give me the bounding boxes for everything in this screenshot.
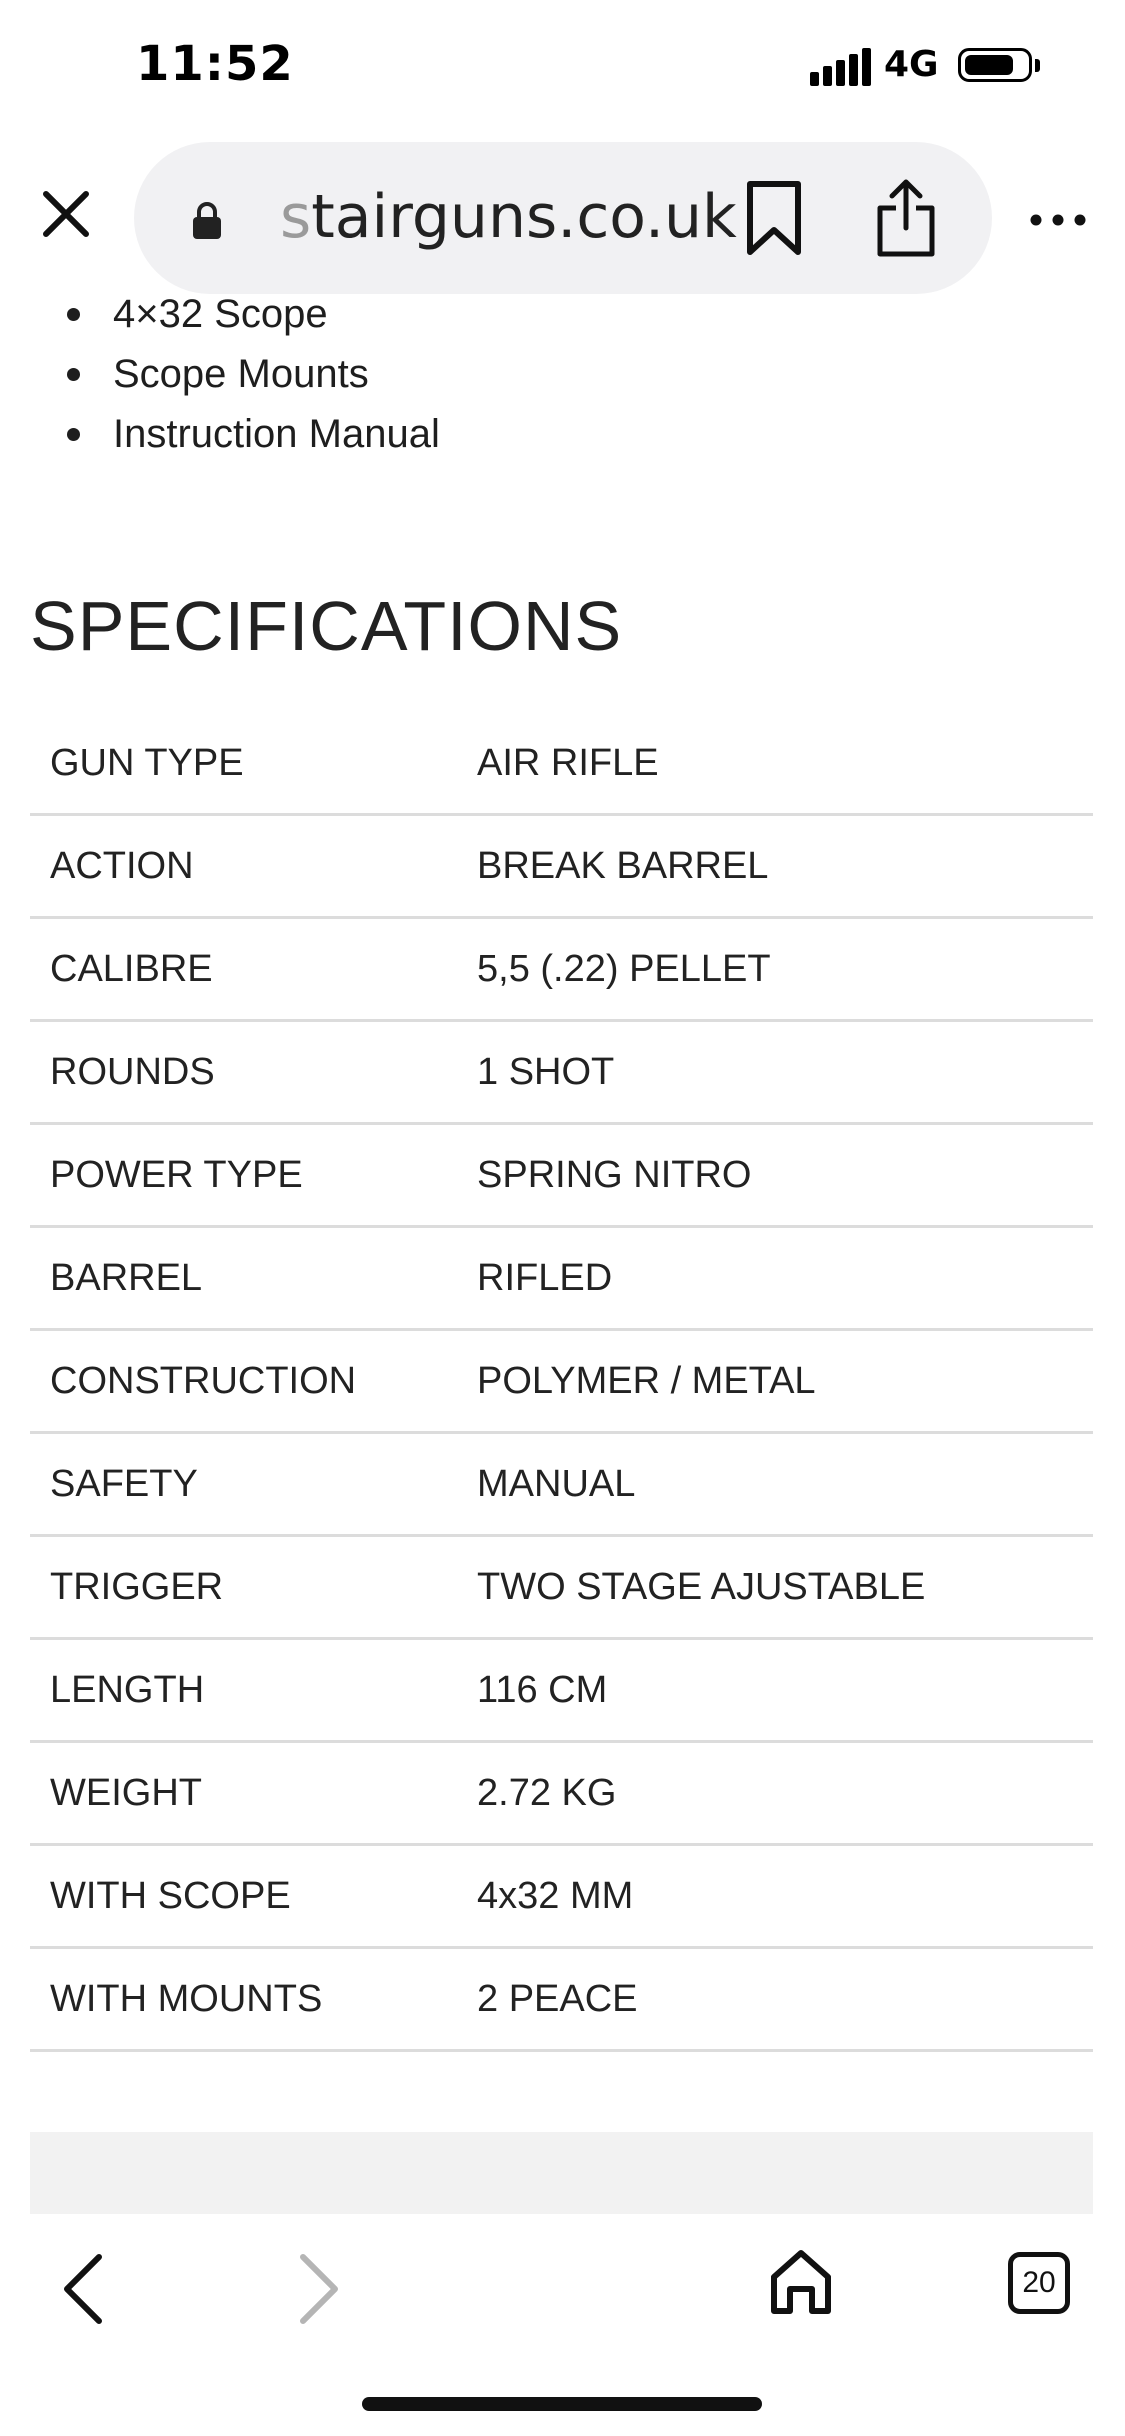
table-row [30, 1330, 1093, 1433]
spec-value: MANUAL [477, 1433, 1093, 1536]
spec-key: TRIGGER [30, 1536, 477, 1639]
spec-key: WEIGHT [30, 1742, 477, 1845]
battery-cap [1035, 59, 1040, 72]
spec-value: AIR RIFLE [477, 713, 1093, 815]
spec-value: 5,5 (.22) PELLET [477, 918, 1093, 1021]
included-items-list [30, 294, 440, 464]
tabs-icon[interactable]: 20 [1008, 2252, 1070, 2314]
table-row [30, 918, 1093, 1021]
spec-value: BREAK BARREL [477, 815, 1093, 918]
table-row [30, 1948, 1093, 2051]
spec-value: SPRING NITRO [477, 1124, 1093, 1227]
bookmark-icon[interactable] [734, 178, 814, 258]
table-row [30, 1742, 1093, 1845]
spec-key: ROUNDS [30, 1021, 477, 1124]
signal-icon [810, 48, 872, 86]
spec-value: 4x32 MM [477, 1845, 1093, 1948]
spec-value: 2.72 KG [477, 1742, 1093, 1845]
list-item: Instruction Manual [30, 404, 440, 464]
spec-key: SAFETY [30, 1433, 477, 1536]
url-faded-text: s [280, 182, 312, 252]
list-item: 4×32 Scope [30, 294, 440, 344]
share-icon[interactable] [864, 174, 948, 262]
specifications-heading: SPECIFICATIONS [30, 587, 623, 665]
spec-value: RIFLED [477, 1227, 1093, 1330]
table-row [30, 1433, 1093, 1536]
table-row [30, 1227, 1093, 1330]
specifications-table [30, 713, 1093, 2052]
url-main-text: tairguns.co.uk [311, 182, 737, 252]
more-icon[interactable] [1020, 190, 1096, 250]
table-row [30, 1124, 1093, 1227]
table-row [30, 1536, 1093, 1639]
spec-value: 1 SHOT [477, 1021, 1093, 1124]
spec-key: BARREL [30, 1227, 477, 1330]
status-bar [0, 0, 1125, 135]
spec-key: CONSTRUCTION [30, 1330, 477, 1433]
battery-icon [958, 48, 1032, 82]
table-row [30, 713, 1093, 815]
table-row [30, 1845, 1093, 1948]
status-time: 11:52 [136, 36, 294, 92]
table-row [30, 815, 1093, 918]
footer-band [30, 2132, 1093, 2214]
browser-toolbar [0, 2214, 1125, 2436]
spec-value: TWO STAGE AJUSTABLE [477, 1536, 1093, 1639]
forward-icon[interactable] [284, 2244, 354, 2334]
back-icon[interactable] [48, 2244, 118, 2334]
spec-value: 2 PEACE [477, 1948, 1093, 2051]
home-icon[interactable] [764, 2242, 838, 2322]
network-type: 4G [884, 44, 939, 85]
spec-key: LENGTH [30, 1639, 477, 1742]
spec-value: POLYMER / METAL [477, 1330, 1093, 1433]
close-icon[interactable] [28, 176, 104, 252]
table-row [30, 1639, 1093, 1742]
home-indicator [362, 2397, 762, 2411]
table-row [30, 1021, 1093, 1124]
spec-key: WITH MOUNTS [30, 1948, 477, 2051]
spec-value: 116 CM [477, 1639, 1093, 1742]
address-bar[interactable] [134, 142, 992, 294]
spec-key: POWER TYPE [30, 1124, 477, 1227]
spec-key: GUN TYPE [30, 713, 477, 815]
lock-icon [190, 200, 224, 240]
spec-key: ACTION [30, 815, 477, 918]
spec-key: WITH SCOPE [30, 1845, 477, 1948]
spec-key: CALIBRE [30, 918, 477, 1021]
page-content [0, 294, 1125, 2214]
list-item: Scope Mounts [30, 344, 440, 404]
